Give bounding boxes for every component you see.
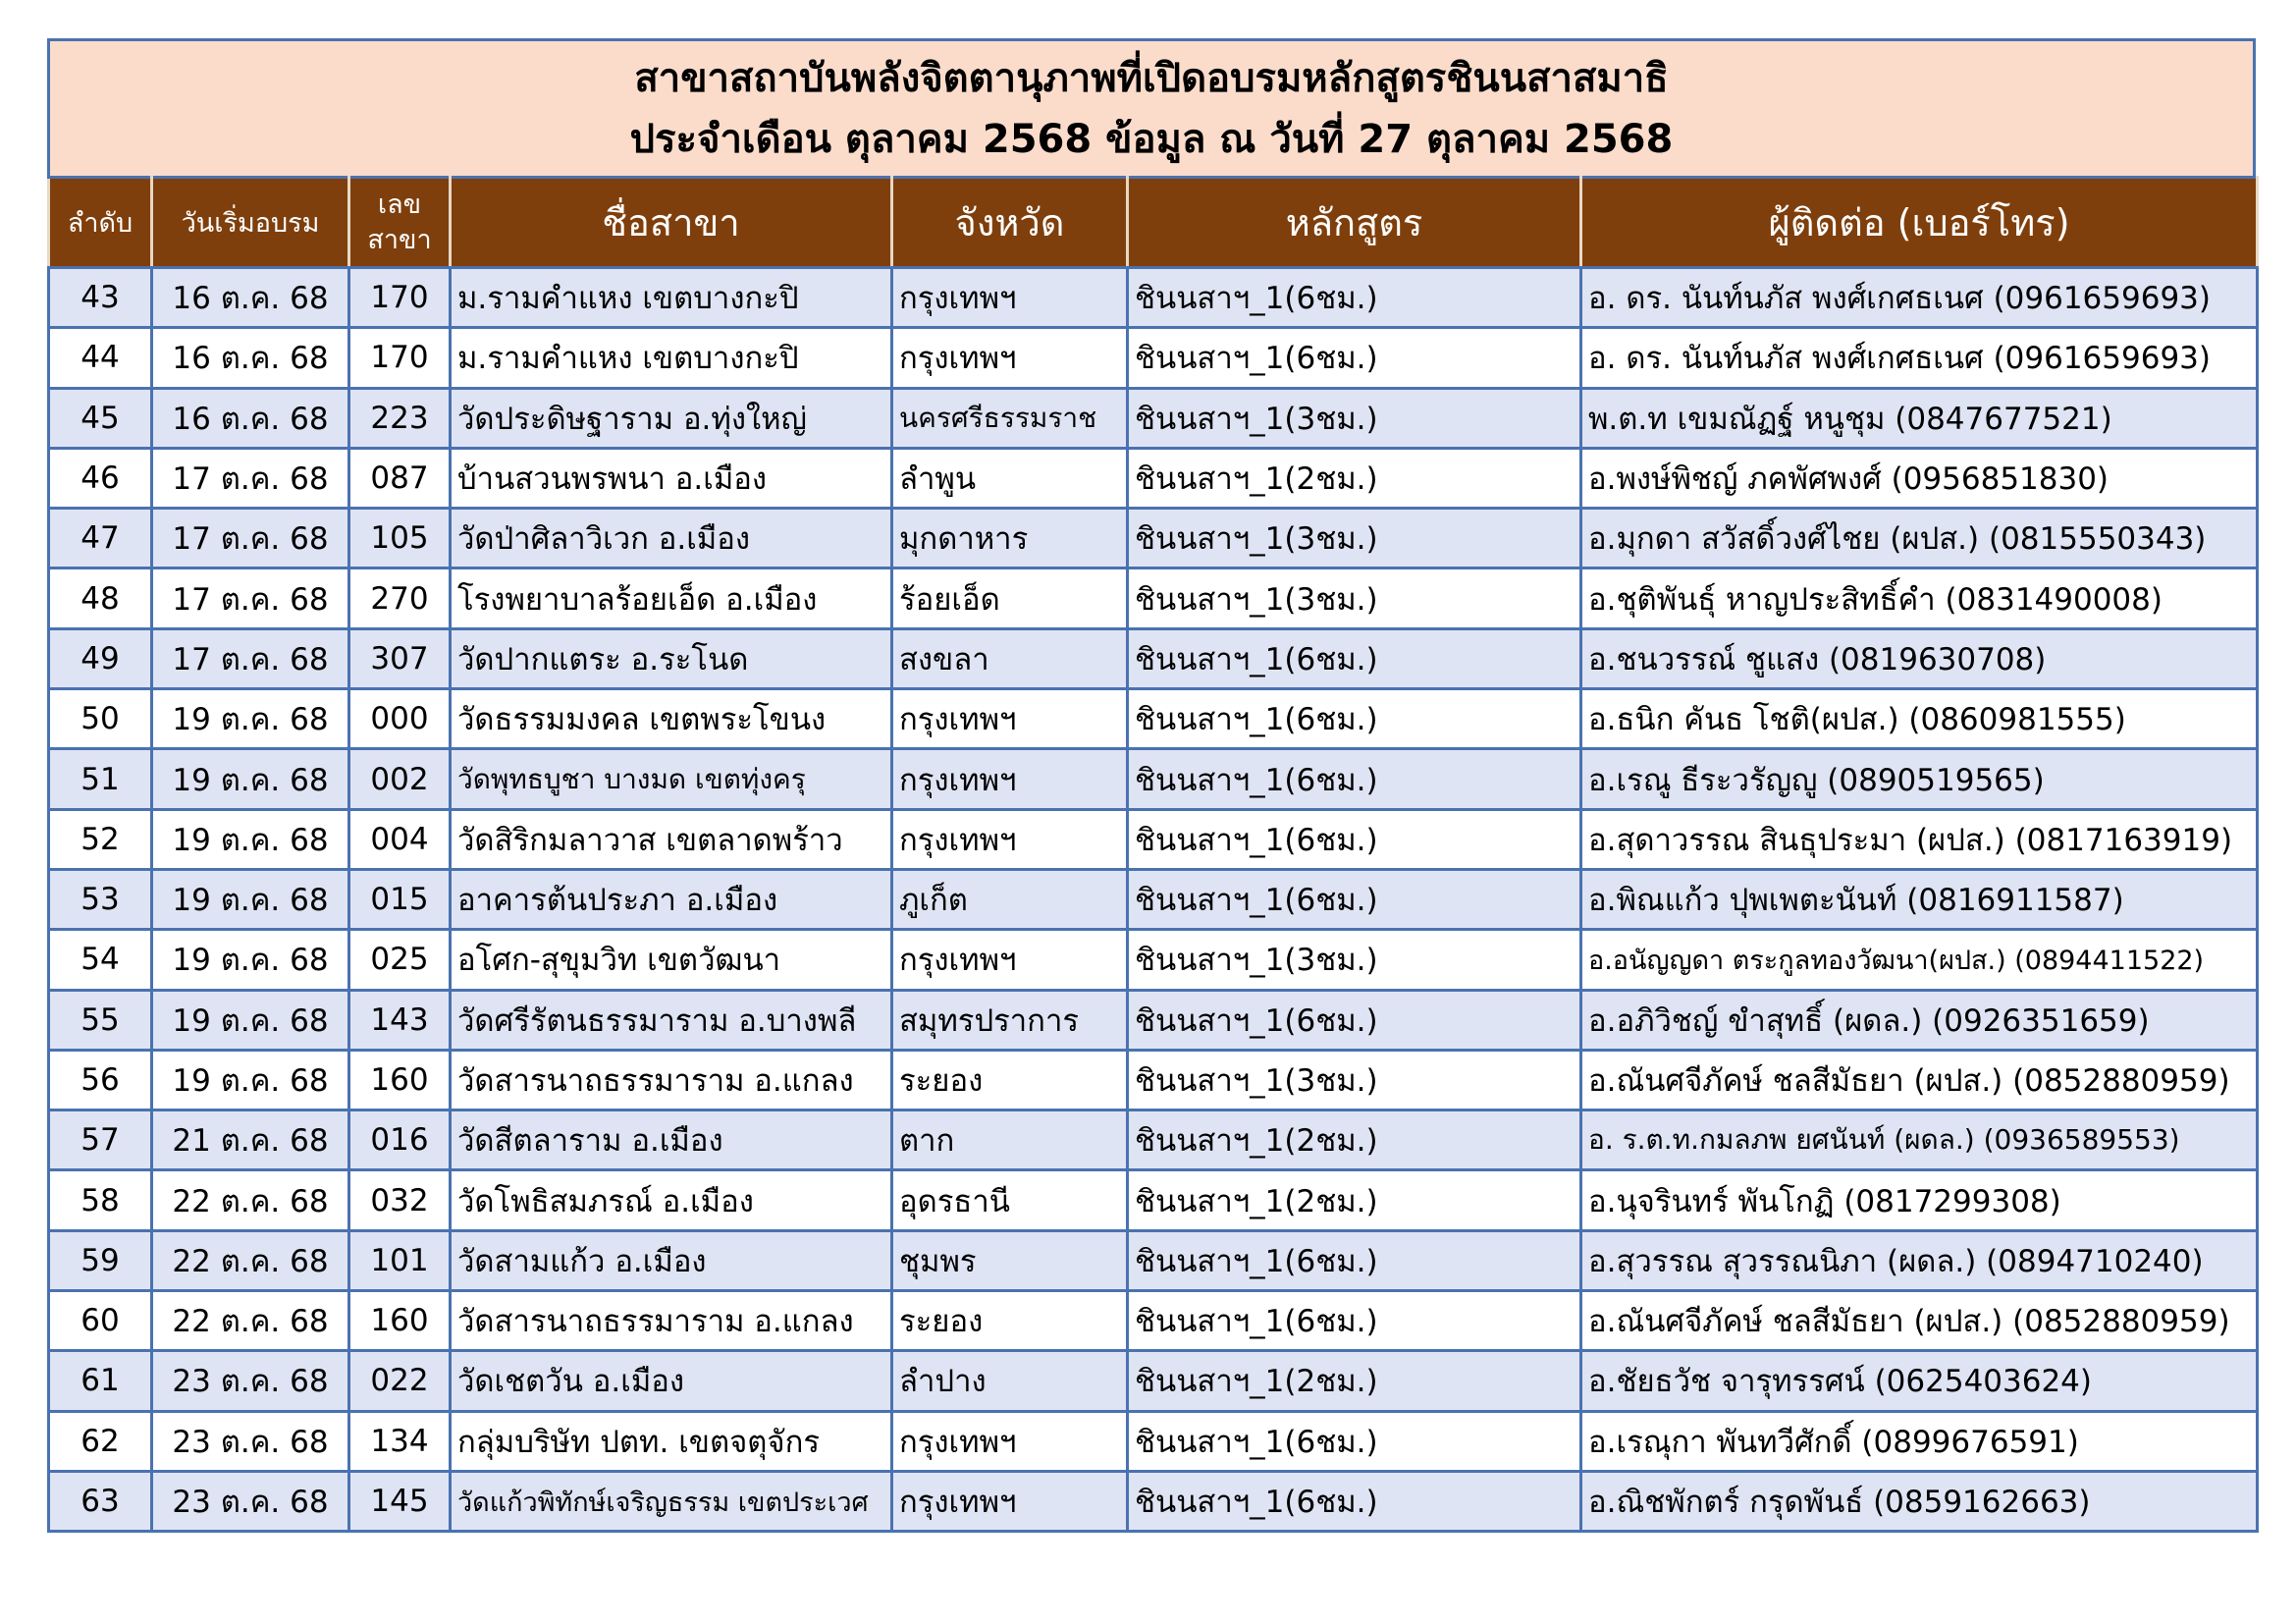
cell-branch-name: วัดสารนาถธรรมาราม อ.แกลง bbox=[451, 1050, 892, 1110]
cell-course: ชินนสาฯ_1(6ชม.) bbox=[1128, 1411, 1581, 1471]
cell-course: ชินนสาฯ_1(6ชม.) bbox=[1128, 1471, 1581, 1531]
cell-contact: อ.เรณู ธีระวรัญญู (0890519565) bbox=[1581, 749, 2258, 809]
cell-course: ชินนสาฯ_1(6ชม.) bbox=[1128, 328, 1581, 388]
cell-course: ชินนสาฯ_1(3ชม.) bbox=[1128, 1050, 1581, 1110]
cell-seq: 60 bbox=[49, 1291, 152, 1351]
title-line-1: สาขาสถาบันพลังจิตตานุภาพที่เปิดอบรมหลักสูตรชินนสาสมาธิ bbox=[634, 55, 1669, 101]
cell-branch-name: วัดสารนาถธรรมาราม อ.แกลง bbox=[451, 1291, 892, 1351]
cell-seq: 49 bbox=[49, 628, 152, 688]
cell-date: 21 ต.ค. 68 bbox=[152, 1110, 349, 1170]
cell-date: 16 ต.ค. 68 bbox=[152, 388, 349, 448]
cell-branch-name: วัดสีตลาราม อ.เมือง bbox=[451, 1110, 892, 1170]
cell-province: ระยอง bbox=[892, 1050, 1128, 1110]
cell-contact: อ. ดร. นันท์นภัส พงศ์เกศธเนศ (0961659693) bbox=[1581, 268, 2258, 328]
cell-date: 19 ต.ค. 68 bbox=[152, 689, 349, 749]
cell-province: กรุงเทพฯ bbox=[892, 268, 1128, 328]
cell-date: 16 ต.ค. 68 bbox=[152, 268, 349, 328]
table-row bbox=[49, 689, 2258, 749]
cell-branch-name: วัดธรรมมงคล เขตพระโขนง bbox=[451, 689, 892, 749]
cell-province: กรุงเทพฯ bbox=[892, 689, 1128, 749]
cell-branch-name: วัดแก้วพิทักษ์เจริญธรรม เขตประเวศ bbox=[451, 1471, 892, 1531]
table-row bbox=[49, 1170, 2258, 1230]
cell-date: 17 ต.ค. 68 bbox=[152, 568, 349, 628]
cell-date: 19 ต.ค. 68 bbox=[152, 990, 349, 1050]
cell-date: 19 ต.ค. 68 bbox=[152, 749, 349, 809]
cell-seq: 57 bbox=[49, 1110, 152, 1170]
cell-course: ชินนสาฯ_1(6ชม.) bbox=[1128, 628, 1581, 688]
cell-province: อุดรธานี bbox=[892, 1170, 1128, 1230]
header-contact: ผู้ติดต่อ (เบอร์โทร) bbox=[1581, 178, 2258, 268]
cell-date: 17 ต.ค. 68 bbox=[152, 448, 349, 508]
cell-course: ชินนสาฯ_1(6ชม.) bbox=[1128, 869, 1581, 929]
cell-branch-name: กลุ่มบริษัท ปตท. เขตจตุจักร bbox=[451, 1411, 892, 1471]
table-row bbox=[49, 1230, 2258, 1290]
cell-seq: 62 bbox=[49, 1411, 152, 1471]
cell-contact: อ.ชนวรรณ์ ชูแสง (0819630708) bbox=[1581, 628, 2258, 688]
cell-course: ชินนสาฯ_1(3ชม.) bbox=[1128, 568, 1581, 628]
table-row bbox=[49, 1110, 2258, 1170]
table-row bbox=[49, 268, 2258, 328]
cell-province: ตาก bbox=[892, 1110, 1128, 1170]
cell-branch-no: 170 bbox=[349, 328, 451, 388]
cell-seq: 43 bbox=[49, 268, 152, 328]
cell-branch-no: 087 bbox=[349, 448, 451, 508]
cell-branch-no: 160 bbox=[349, 1050, 451, 1110]
cell-province: มุกดาหาร bbox=[892, 509, 1128, 568]
cell-branch-name: ม.รามคำแหง เขตบางกะปิ bbox=[451, 328, 892, 388]
cell-branch-name: บ้านสวนพรพนา อ.เมือง bbox=[451, 448, 892, 508]
cell-province: กรุงเทพฯ bbox=[892, 930, 1128, 990]
title-box bbox=[47, 38, 2256, 176]
cell-contact: อ.ณันศจีภัคษ์ ชลสีมัธยา (ผปส.) (0852880959) bbox=[1581, 1050, 2258, 1110]
cell-date: 16 ต.ค. 68 bbox=[152, 328, 349, 388]
header-branch-no-line2: สาขา bbox=[367, 224, 432, 255]
cell-date: 23 ต.ค. 68 bbox=[152, 1411, 349, 1471]
table-row bbox=[49, 1291, 2258, 1351]
cell-province: ภูเก็ต bbox=[892, 869, 1128, 929]
cell-date: 19 ต.ค. 68 bbox=[152, 869, 349, 929]
cell-contact: พ.ต.ท เขมณัฏฐ์ หนูชุม (0847677521) bbox=[1581, 388, 2258, 448]
cell-contact: อ.ชุติพันธุ์ หาญประสิทธิ์คำ (0831490008) bbox=[1581, 568, 2258, 628]
cell-province: ลำพูน bbox=[892, 448, 1128, 508]
cell-course: ชินนสาฯ_1(6ชม.) bbox=[1128, 990, 1581, 1050]
cell-branch-name: ม.รามคำแหง เขตบางกะปิ bbox=[451, 268, 892, 328]
cell-province: ระยอง bbox=[892, 1291, 1128, 1351]
cell-date: 17 ต.ค. 68 bbox=[152, 628, 349, 688]
header-start-date: วันเริ่มอบรม bbox=[152, 178, 349, 268]
cell-course: ชินนสาฯ_1(6ชม.) bbox=[1128, 809, 1581, 869]
cell-date: 23 ต.ค. 68 bbox=[152, 1351, 349, 1411]
header-course: หลักสูตร bbox=[1128, 178, 1581, 268]
cell-branch-no: 105 bbox=[349, 509, 451, 568]
table-row bbox=[49, 509, 2258, 568]
table-row bbox=[49, 328, 2258, 388]
cell-branch-name: อาคารต้นประภา อ.เมือง bbox=[451, 869, 892, 929]
cell-branch-name: วัดประดิษฐาราม อ.ทุ่งใหญ่ bbox=[451, 388, 892, 448]
cell-branch-no: 016 bbox=[349, 1110, 451, 1170]
cell-contact: อ.เรณุกา พันทวีศักดิ์ (0899676591) bbox=[1581, 1411, 2258, 1471]
cell-branch-no: 143 bbox=[349, 990, 451, 1050]
cell-seq: 45 bbox=[49, 388, 152, 448]
cell-course: ชินนสาฯ_1(6ชม.) bbox=[1128, 1230, 1581, 1290]
cell-contact: อ.พิณแก้ว ปุพเพตะนันท์ (0816911587) bbox=[1581, 869, 2258, 929]
header-branch-no bbox=[349, 178, 451, 268]
table-header-row bbox=[49, 178, 2258, 268]
header-branch-no-line1: เลข bbox=[377, 189, 422, 220]
cell-seq: 46 bbox=[49, 448, 152, 508]
cell-course: ชินนสาฯ_1(3ชม.) bbox=[1128, 388, 1581, 448]
table-row bbox=[49, 1411, 2258, 1471]
cell-branch-no: 307 bbox=[349, 628, 451, 688]
cell-branch-name: วัดปากแตระ อ.ระโนด bbox=[451, 628, 892, 688]
cell-province: ร้อยเอ็ด bbox=[892, 568, 1128, 628]
cell-seq: 54 bbox=[49, 930, 152, 990]
cell-province: สมุทรปราการ bbox=[892, 990, 1128, 1050]
cell-contact: อ.อภิวิชญ์ ขำสุทธิ์ (ผดล.) (0926351659) bbox=[1581, 990, 2258, 1050]
cell-seq: 47 bbox=[49, 509, 152, 568]
cell-province: กรุงเทพฯ bbox=[892, 809, 1128, 869]
table-row bbox=[49, 568, 2258, 628]
cell-date: 22 ต.ค. 68 bbox=[152, 1170, 349, 1230]
cell-branch-no: 002 bbox=[349, 749, 451, 809]
table-row bbox=[49, 809, 2258, 869]
table-row bbox=[49, 628, 2258, 688]
cell-province: ชุมพร bbox=[892, 1230, 1128, 1290]
table-row bbox=[49, 1050, 2258, 1110]
cell-seq: 51 bbox=[49, 749, 152, 809]
cell-contact: อ.อนัญญดา ตระกูลทองวัฒนา(ผปส.) (0894411522) bbox=[1581, 930, 2258, 990]
cell-branch-name: โรงพยาบาลร้อยเอ็ด อ.เมือง bbox=[451, 568, 892, 628]
cell-seq: 63 bbox=[49, 1471, 152, 1531]
cell-seq: 58 bbox=[49, 1170, 152, 1230]
cell-course: ชินนสาฯ_1(2ชม.) bbox=[1128, 1110, 1581, 1170]
cell-date: 19 ต.ค. 68 bbox=[152, 930, 349, 990]
cell-branch-name: อโศก-สุขุมวิท เขตวัฒนา bbox=[451, 930, 892, 990]
cell-date: 19 ต.ค. 68 bbox=[152, 1050, 349, 1110]
cell-branch-no: 000 bbox=[349, 689, 451, 749]
table-row bbox=[49, 1471, 2258, 1531]
cell-contact: อ.ชัยธวัช จารุทรรศน์ (0625403624) bbox=[1581, 1351, 2258, 1411]
cell-branch-no: 032 bbox=[349, 1170, 451, 1230]
cell-date: 17 ต.ค. 68 bbox=[152, 509, 349, 568]
header-seq: ลำดับ bbox=[49, 178, 152, 268]
cell-branch-no: 101 bbox=[349, 1230, 451, 1290]
cell-contact: อ.ณันศจีภัคษ์ ชลสีมัธยา (ผปส.) (0852880959) bbox=[1581, 1291, 2258, 1351]
table-row bbox=[49, 749, 2258, 809]
cell-province: กรุงเทพฯ bbox=[892, 749, 1128, 809]
title-line-2: ประจำเดือน ตุลาคม 2568 ข้อมูล ณ วันที่ 27 ตุลาคม 2568 bbox=[629, 116, 1674, 162]
cell-seq: 59 bbox=[49, 1230, 152, 1290]
cell-seq: 56 bbox=[49, 1050, 152, 1110]
cell-course: ชินนสาฯ_1(6ชม.) bbox=[1128, 689, 1581, 749]
cell-branch-no: 223 bbox=[349, 388, 451, 448]
cell-contact: อ. ร.ต.ท.กมลภพ ยศนันท์ (ผดล.) (0936589553) bbox=[1581, 1110, 2258, 1170]
table-row bbox=[49, 869, 2258, 929]
cell-branch-name: วัดสิริกมลาวาส เขตลาดพร้าว bbox=[451, 809, 892, 869]
branch-schedule-table bbox=[47, 176, 2259, 1533]
cell-branch-no: 145 bbox=[349, 1471, 451, 1531]
table-row bbox=[49, 448, 2258, 508]
header-province: จังหวัด bbox=[892, 178, 1128, 268]
cell-contact: อ.ธนิก คันธ โชติ(ผปส.) (0860981555) bbox=[1581, 689, 2258, 749]
table-row bbox=[49, 930, 2258, 990]
table-row bbox=[49, 1351, 2258, 1411]
cell-branch-name: วัดป่าศิลาวิเวก อ.เมือง bbox=[451, 509, 892, 568]
cell-course: ชินนสาฯ_1(3ชม.) bbox=[1128, 930, 1581, 990]
cell-branch-name: วัดสามแก้ว อ.เมือง bbox=[451, 1230, 892, 1290]
cell-course: ชินนสาฯ_1(6ชม.) bbox=[1128, 1291, 1581, 1351]
header-branch-name: ชื่อสาขา bbox=[451, 178, 892, 268]
cell-course: ชินนสาฯ_1(2ชม.) bbox=[1128, 1351, 1581, 1411]
cell-course: ชินนสาฯ_1(6ชม.) bbox=[1128, 749, 1581, 809]
cell-seq: 48 bbox=[49, 568, 152, 628]
cell-seq: 52 bbox=[49, 809, 152, 869]
document-sheet bbox=[47, 38, 2256, 1533]
cell-branch-no: 170 bbox=[349, 268, 451, 328]
cell-course: ชินนสาฯ_1(6ชม.) bbox=[1128, 268, 1581, 328]
cell-contact: อ.มุกดา สวัสดิ์วงศ์ไชย (ผปส.) (0815550343) bbox=[1581, 509, 2258, 568]
cell-date: 22 ต.ค. 68 bbox=[152, 1230, 349, 1290]
cell-course: ชินนสาฯ_1(2ชม.) bbox=[1128, 448, 1581, 508]
cell-province: นครศรีธรรมราช bbox=[892, 388, 1128, 448]
cell-branch-name: วัดเชตวัน อ.เมือง bbox=[451, 1351, 892, 1411]
cell-branch-no: 015 bbox=[349, 869, 451, 929]
cell-seq: 50 bbox=[49, 689, 152, 749]
cell-contact: อ.สุวรรณ สุวรรณนิภา (ผดล.) (0894710240) bbox=[1581, 1230, 2258, 1290]
cell-seq: 53 bbox=[49, 869, 152, 929]
cell-contact: อ.นุจรินทร์ พันโกฏิ (0817299308) bbox=[1581, 1170, 2258, 1230]
cell-seq: 61 bbox=[49, 1351, 152, 1411]
cell-province: สงขลา bbox=[892, 628, 1128, 688]
cell-province: กรุงเทพฯ bbox=[892, 1411, 1128, 1471]
cell-branch-name: วัดพุทธบูชา บางมด เขตทุ่งครุ bbox=[451, 749, 892, 809]
cell-contact: อ.ณิชพักตร์ กรุดพันธ์ (0859162663) bbox=[1581, 1471, 2258, 1531]
cell-branch-no: 004 bbox=[349, 809, 451, 869]
cell-branch-no: 134 bbox=[349, 1411, 451, 1471]
cell-course: ชินนสาฯ_1(3ชม.) bbox=[1128, 509, 1581, 568]
cell-contact: อ.สุดาวรรณ สินธุประมา (ผปส.) (0817163919) bbox=[1581, 809, 2258, 869]
cell-branch-no: 270 bbox=[349, 568, 451, 628]
cell-contact: อ.พงษ์พิชญ์ ภคพัศพงศ์ (0956851830) bbox=[1581, 448, 2258, 508]
cell-date: 19 ต.ค. 68 bbox=[152, 809, 349, 869]
cell-branch-no: 022 bbox=[349, 1351, 451, 1411]
cell-seq: 44 bbox=[49, 328, 152, 388]
cell-province: กรุงเทพฯ bbox=[892, 1471, 1128, 1531]
cell-course: ชินนสาฯ_1(2ชม.) bbox=[1128, 1170, 1581, 1230]
cell-province: กรุงเทพฯ bbox=[892, 328, 1128, 388]
cell-branch-name: วัดศรีรัตนธรรมาราม อ.บางพลี bbox=[451, 990, 892, 1050]
table-row bbox=[49, 388, 2258, 448]
cell-date: 22 ต.ค. 68 bbox=[152, 1291, 349, 1351]
cell-province: ลำปาง bbox=[892, 1351, 1128, 1411]
table-row bbox=[49, 990, 2258, 1050]
cell-branch-no: 160 bbox=[349, 1291, 451, 1351]
cell-date: 23 ต.ค. 68 bbox=[152, 1471, 349, 1531]
cell-contact: อ. ดร. นันท์นภัส พงศ์เกศธเนศ (0961659693) bbox=[1581, 328, 2258, 388]
cell-branch-name: วัดโพธิสมภรณ์ อ.เมือง bbox=[451, 1170, 892, 1230]
cell-seq: 55 bbox=[49, 990, 152, 1050]
cell-branch-no: 025 bbox=[349, 930, 451, 990]
